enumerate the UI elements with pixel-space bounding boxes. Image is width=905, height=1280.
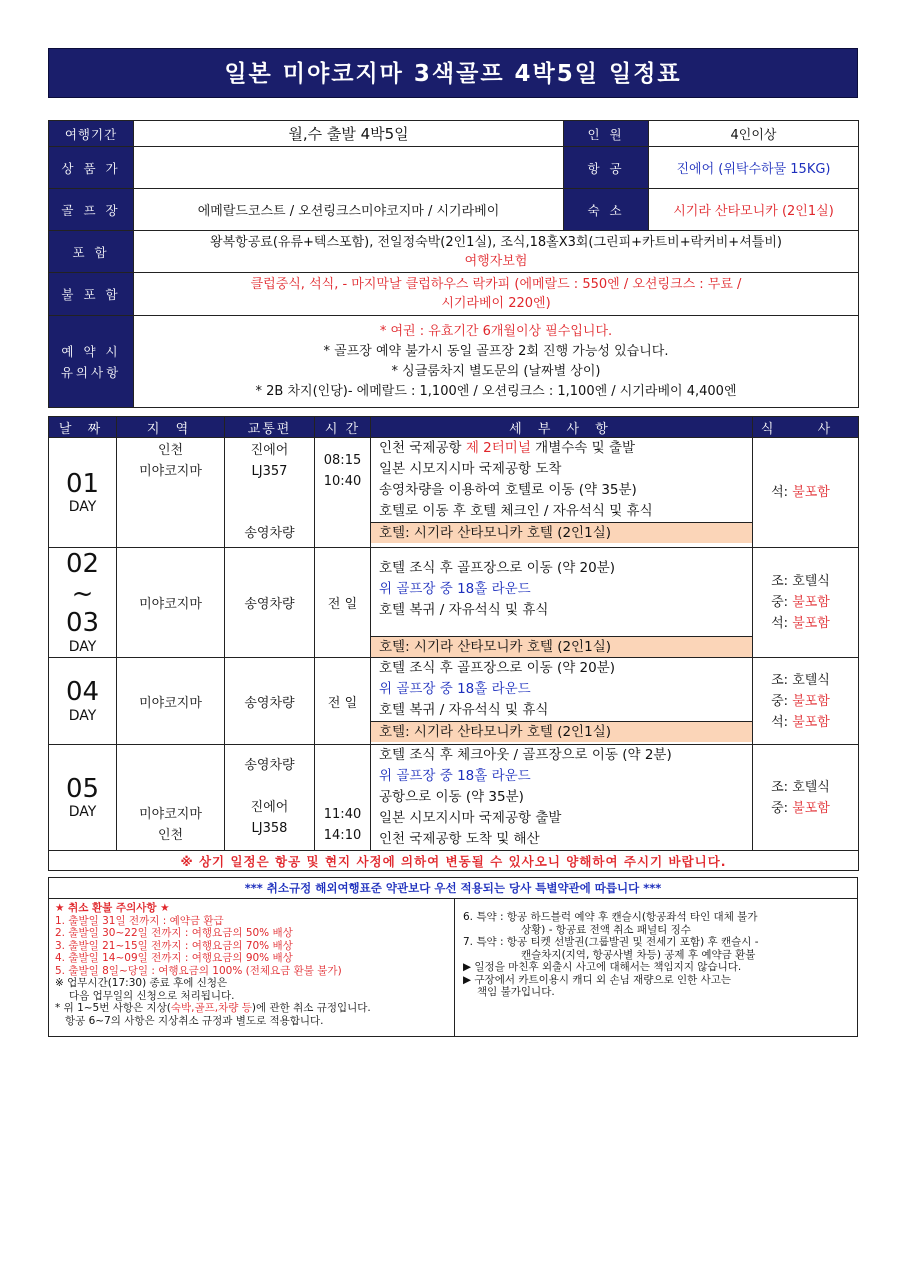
detail-line: 호텔 조식 후 골프장으로 이동 (약 20분) [379, 660, 616, 676]
page-title: 일본 미야코지마 3색골프 4박5일 일정표 [48, 48, 858, 98]
meal-breakfast: 조: 호텔식 [771, 672, 830, 688]
scope-note: 항공 6~7의 사항은 지상취소 규정과 별도로 적용합니다. [65, 1014, 324, 1027]
meal-label: 중: [771, 595, 793, 610]
transport-cell: 송영차량 [225, 658, 315, 745]
include-value [134, 231, 859, 273]
region-origin: 인천 [157, 443, 184, 458]
golf-value: 에메랄드코스트 / 오션링크스미야코지마 / 시기라베이 [134, 189, 564, 231]
detail-cell [371, 548, 753, 658]
exclude-value [134, 273, 859, 316]
notice-value [134, 316, 859, 408]
meal-cell [753, 548, 859, 658]
detail-line [371, 438, 752, 459]
cancellation-rule: 5. 출발일 8일~당일 : 여행요금의 100% (전체요금 환불 불가) [55, 964, 342, 977]
region-cell: 미야코지마 [117, 548, 225, 658]
time-cell: 전 일 [315, 548, 371, 658]
schedule-footnote: ※ 상기 일정은 항공 및 현지 사정에 의하여 변동될 수 있사오니 양해하여 주시기 바랍니다. [49, 851, 859, 871]
scope-note [55, 1002, 448, 1015]
notice-line-1: * 여권 : 유효기간 6개월이상 필수입니다. [379, 323, 613, 339]
day-number: 03 [65, 608, 100, 639]
day-cell [49, 548, 117, 658]
detail-text: 인천 국제공항 [379, 440, 466, 456]
product-label: 상 품 가 [49, 147, 134, 189]
transport-cell [225, 438, 315, 548]
cancellation-rule: 1. 출발일 31일 전까지 : 예약금 환급 [55, 914, 224, 927]
day-suffix: DAY [68, 707, 97, 724]
detail-line: 호텔 복귀 / 자유석식 및 휴식 [379, 602, 549, 618]
notice-line-4: * 2B 차지(인당)- 에메랄드 : 1,100엔 / 오션링크스 : 1,100엔 / 시기라베이 4,400엔 [255, 383, 737, 399]
meal-value: 불포함 [792, 485, 830, 500]
detail-line: 위 골프장 중 18홀 라운드 [379, 681, 531, 697]
region-destination: 인천 [157, 828, 184, 843]
meal-dinner [753, 613, 848, 634]
scope-text: * 위 1~5번 사항은 지상( [55, 1002, 171, 1014]
detail-text: 개별수속 및 출발 [530, 440, 636, 456]
detail-cell [371, 745, 753, 851]
day-number: 01 [65, 468, 100, 499]
schedule-table [48, 416, 859, 871]
special-term [463, 911, 849, 936]
meal-breakfast: 조: 호텔식 [771, 780, 830, 795]
special-term-text: 6. 특약 : 항공 하드블럭 예약 후 캔슬시(항공좌석 타인 대체 불가 [463, 911, 758, 923]
info-table [48, 120, 859, 408]
airline-name: 진에어 [250, 443, 289, 458]
meal-value: 불포함 [792, 595, 830, 610]
terminal-highlight: 제 2터미널 [465, 440, 531, 456]
airline-name: 진에어 [250, 800, 289, 815]
region-origin: 미야코지마 [139, 807, 202, 822]
arrival-time: 10:40 [323, 474, 362, 489]
meal-label: 석: [771, 485, 793, 500]
region-destination: 미야코지마 [139, 464, 202, 479]
office-hours-note: 다음 업무일의 신청으로 처리됩니다. [69, 989, 235, 1002]
lodging-label: 숙 소 [564, 189, 649, 231]
time-cell [315, 745, 371, 851]
hotel-line: 호텔: 시기라 산타모니카 호텔 (2인1실) [371, 522, 752, 543]
meal-lunch [753, 691, 848, 712]
day-cell [49, 438, 117, 548]
meal-value: 불포함 [792, 616, 830, 631]
hotel-line: 호텔: 시기라 산타모니카 호텔 (2인1실) [371, 636, 752, 657]
meal-lunch [753, 798, 848, 819]
detail-line: 호텔로 이동 후 호텔 체크인 / 자유석식 및 휴식 [379, 503, 653, 519]
transfer-vehicle: 송영차량 [244, 758, 295, 773]
flight-number: LJ358 [251, 821, 288, 836]
time-cell: 전 일 [315, 658, 371, 745]
region-cell [117, 438, 225, 548]
header-transport: 교통편 [225, 417, 315, 438]
header-region: 지 역 [117, 417, 225, 438]
special-term [463, 936, 849, 961]
cancellation-header: *** 취소규정 해외여행표준 약관보다 우선 적용되는 당사 특별약관에 따릅니다 *** [49, 878, 857, 899]
include-label: 포 함 [49, 231, 134, 273]
day-tilde: ~ [71, 578, 94, 609]
meal-lunch [753, 592, 848, 613]
notice-line-3: * 싱글룸차지 별도문의 (날짜별 상이) [391, 363, 601, 379]
cancellation-box [48, 877, 858, 1037]
detail-line: 위 골프장 중 18홀 라운드 [379, 768, 531, 784]
meal-cell [753, 438, 859, 548]
detail-cell [371, 438, 753, 548]
exclude-line-1: 클럽중식, 석식, - 마지막날 클럽하우스 락카피 (에메랄드 : 550엔 / 오션링크스 : 무료 / [250, 277, 742, 292]
detail-line: 인천 국제공항 도착 및 해산 [379, 831, 540, 847]
airline-value: 진에어 (위탁수하물 15KG) [649, 147, 859, 189]
meal-label: 중: [771, 801, 793, 816]
departure-time: 11:40 [323, 807, 362, 822]
meal-label: 석: [771, 616, 793, 631]
day-cell [49, 745, 117, 851]
period-value: 월,수 출발 4박5일 [134, 121, 564, 147]
special-term-text: 상황) - 항공료 전액 취소 패널티 징수 [521, 923, 691, 936]
time-cell [315, 438, 371, 548]
header-meal: 식 사 [753, 417, 859, 438]
people-value: 4인이상 [649, 121, 859, 147]
cancellation-rule: 3. 출발일 21~15일 전까지 : 여행요금의 70% 배상 [55, 939, 293, 952]
cancellation-rules [49, 899, 455, 1036]
scope-highlight: 숙박,골프,차량 등 [170, 1002, 252, 1014]
meal-value: 불포함 [792, 801, 830, 816]
golf-label: 골 프 장 [49, 189, 134, 231]
flight-number: LJ357 [251, 464, 288, 479]
scope-text: )에 관한 취소 규정입니다. [251, 1002, 371, 1014]
transfer-vehicle: 송영차량 [244, 526, 295, 541]
detail-line: 일본 시모지시마 국제공항 도착 [379, 461, 562, 477]
detail-line: 위 골프장 중 18홀 라운드 [379, 581, 531, 597]
include-line-2: 여행자보험 [464, 253, 528, 269]
liability-note: 책임 불가입니다. [477, 986, 555, 998]
meal-value: 불포함 [792, 693, 830, 709]
table-row [49, 438, 859, 548]
lodging-value: 시기라 산타모니카 (2인1실) [649, 189, 859, 231]
liability-note: ▶ 구장에서 카트이용시 캐디 외 손님 재량으로 인한 사고는 [463, 973, 732, 986]
detail-cell [371, 658, 753, 745]
header-detail: 세 부 사 항 [371, 417, 753, 438]
transport-cell [225, 745, 315, 851]
meal-breakfast: 조: 호텔식 [771, 574, 830, 589]
cancellation-title: ★ 취소 환불 주의사항 ★ [55, 902, 170, 914]
table-row [49, 745, 859, 851]
exclude-label: 불 포 함 [49, 273, 134, 316]
notice-label-2: 유의사항 [60, 364, 122, 380]
detail-line: 공항으로 이동 (약 35분) [379, 789, 524, 805]
detail-line: 호텔 조식 후 체크아웃 / 골프장으로 이동 (약 2분) [379, 747, 672, 763]
header-date: 날 짜 [49, 417, 117, 438]
table-row [49, 658, 859, 745]
arrival-time: 14:10 [323, 828, 362, 843]
day-suffix: DAY [68, 499, 97, 516]
special-term-text: 7. 특약 : 항공 티켓 선발권(그룹발권 및 전세기 포함) 후 캔슬시 - [463, 936, 759, 948]
detail-line: 일본 시모지시마 국제공항 출발 [379, 810, 562, 826]
people-label: 인 원 [564, 121, 649, 147]
detail-line: 송영차량을 이용하여 호텔로 이동 (약 35분) [379, 482, 637, 498]
day-number: 04 [65, 677, 100, 707]
special-term-text: 캔슬차지(지역, 항공사별 차등) 공제 후 예약금 환불 [521, 948, 756, 961]
day-number: 02 [65, 548, 100, 579]
region-cell: 미야코지마 [117, 658, 225, 745]
special-terms [455, 899, 857, 1036]
cancellation-rule: 4. 출발일 14~09일 전까지 : 여행요금의 90% 배상 [55, 952, 293, 964]
exclude-line-2: 시기라베이 220엔) [441, 296, 551, 311]
header-time: 시 간 [315, 417, 371, 438]
period-label: 여행기간 [49, 121, 134, 147]
detail-line: 호텔 복귀 / 자유석식 및 휴식 [379, 702, 549, 718]
liability-note: ▶ 일정을 마친후 외출시 사고에 대해서는 책임지지 않습니다. [463, 961, 742, 973]
include-line-1: 왕복항공료(유류+텍스포함), 전일정숙박(2인1실), 조식,18홀X3회(그린피+카트비+락커비+셔틀비) [210, 234, 782, 250]
meal-value: 불포함 [792, 714, 830, 730]
departure-time: 08:15 [323, 453, 362, 468]
transport-cell: 송영차량 [225, 548, 315, 658]
region-cell [117, 745, 225, 851]
meal-label: 중: [771, 693, 793, 709]
office-hours-note: ※ 업무시간(17:30) 종료 후에 신청은 [55, 977, 228, 989]
day-number: 05 [65, 773, 100, 804]
notice-line-2: * 골프장 예약 불가시 동일 골프장 2회 진행 가능성 있습니다. [323, 343, 669, 359]
day-cell [49, 658, 117, 745]
meal-dinner [753, 712, 848, 733]
table-row [49, 548, 859, 658]
cancellation-rule: 2. 출발일 30~22일 전까지 : 여행요금의 50% 배상 [55, 927, 293, 939]
detail-line: 호텔 조식 후 골프장으로 이동 (약 20분) [379, 560, 616, 576]
product-value [134, 147, 564, 189]
meal-cell [753, 745, 859, 851]
table-row [49, 851, 859, 871]
day-suffix: DAY [68, 639, 97, 656]
meal-cell [753, 658, 859, 745]
meal-label: 석: [771, 714, 793, 730]
day-suffix: DAY [68, 804, 97, 821]
airline-label: 항 공 [564, 147, 649, 189]
notice-label [49, 316, 134, 408]
notice-label-1: 예 약 시 [61, 343, 121, 359]
hotel-line: 호텔: 시기라 산타모니카 호텔 (2인1실) [371, 721, 752, 742]
